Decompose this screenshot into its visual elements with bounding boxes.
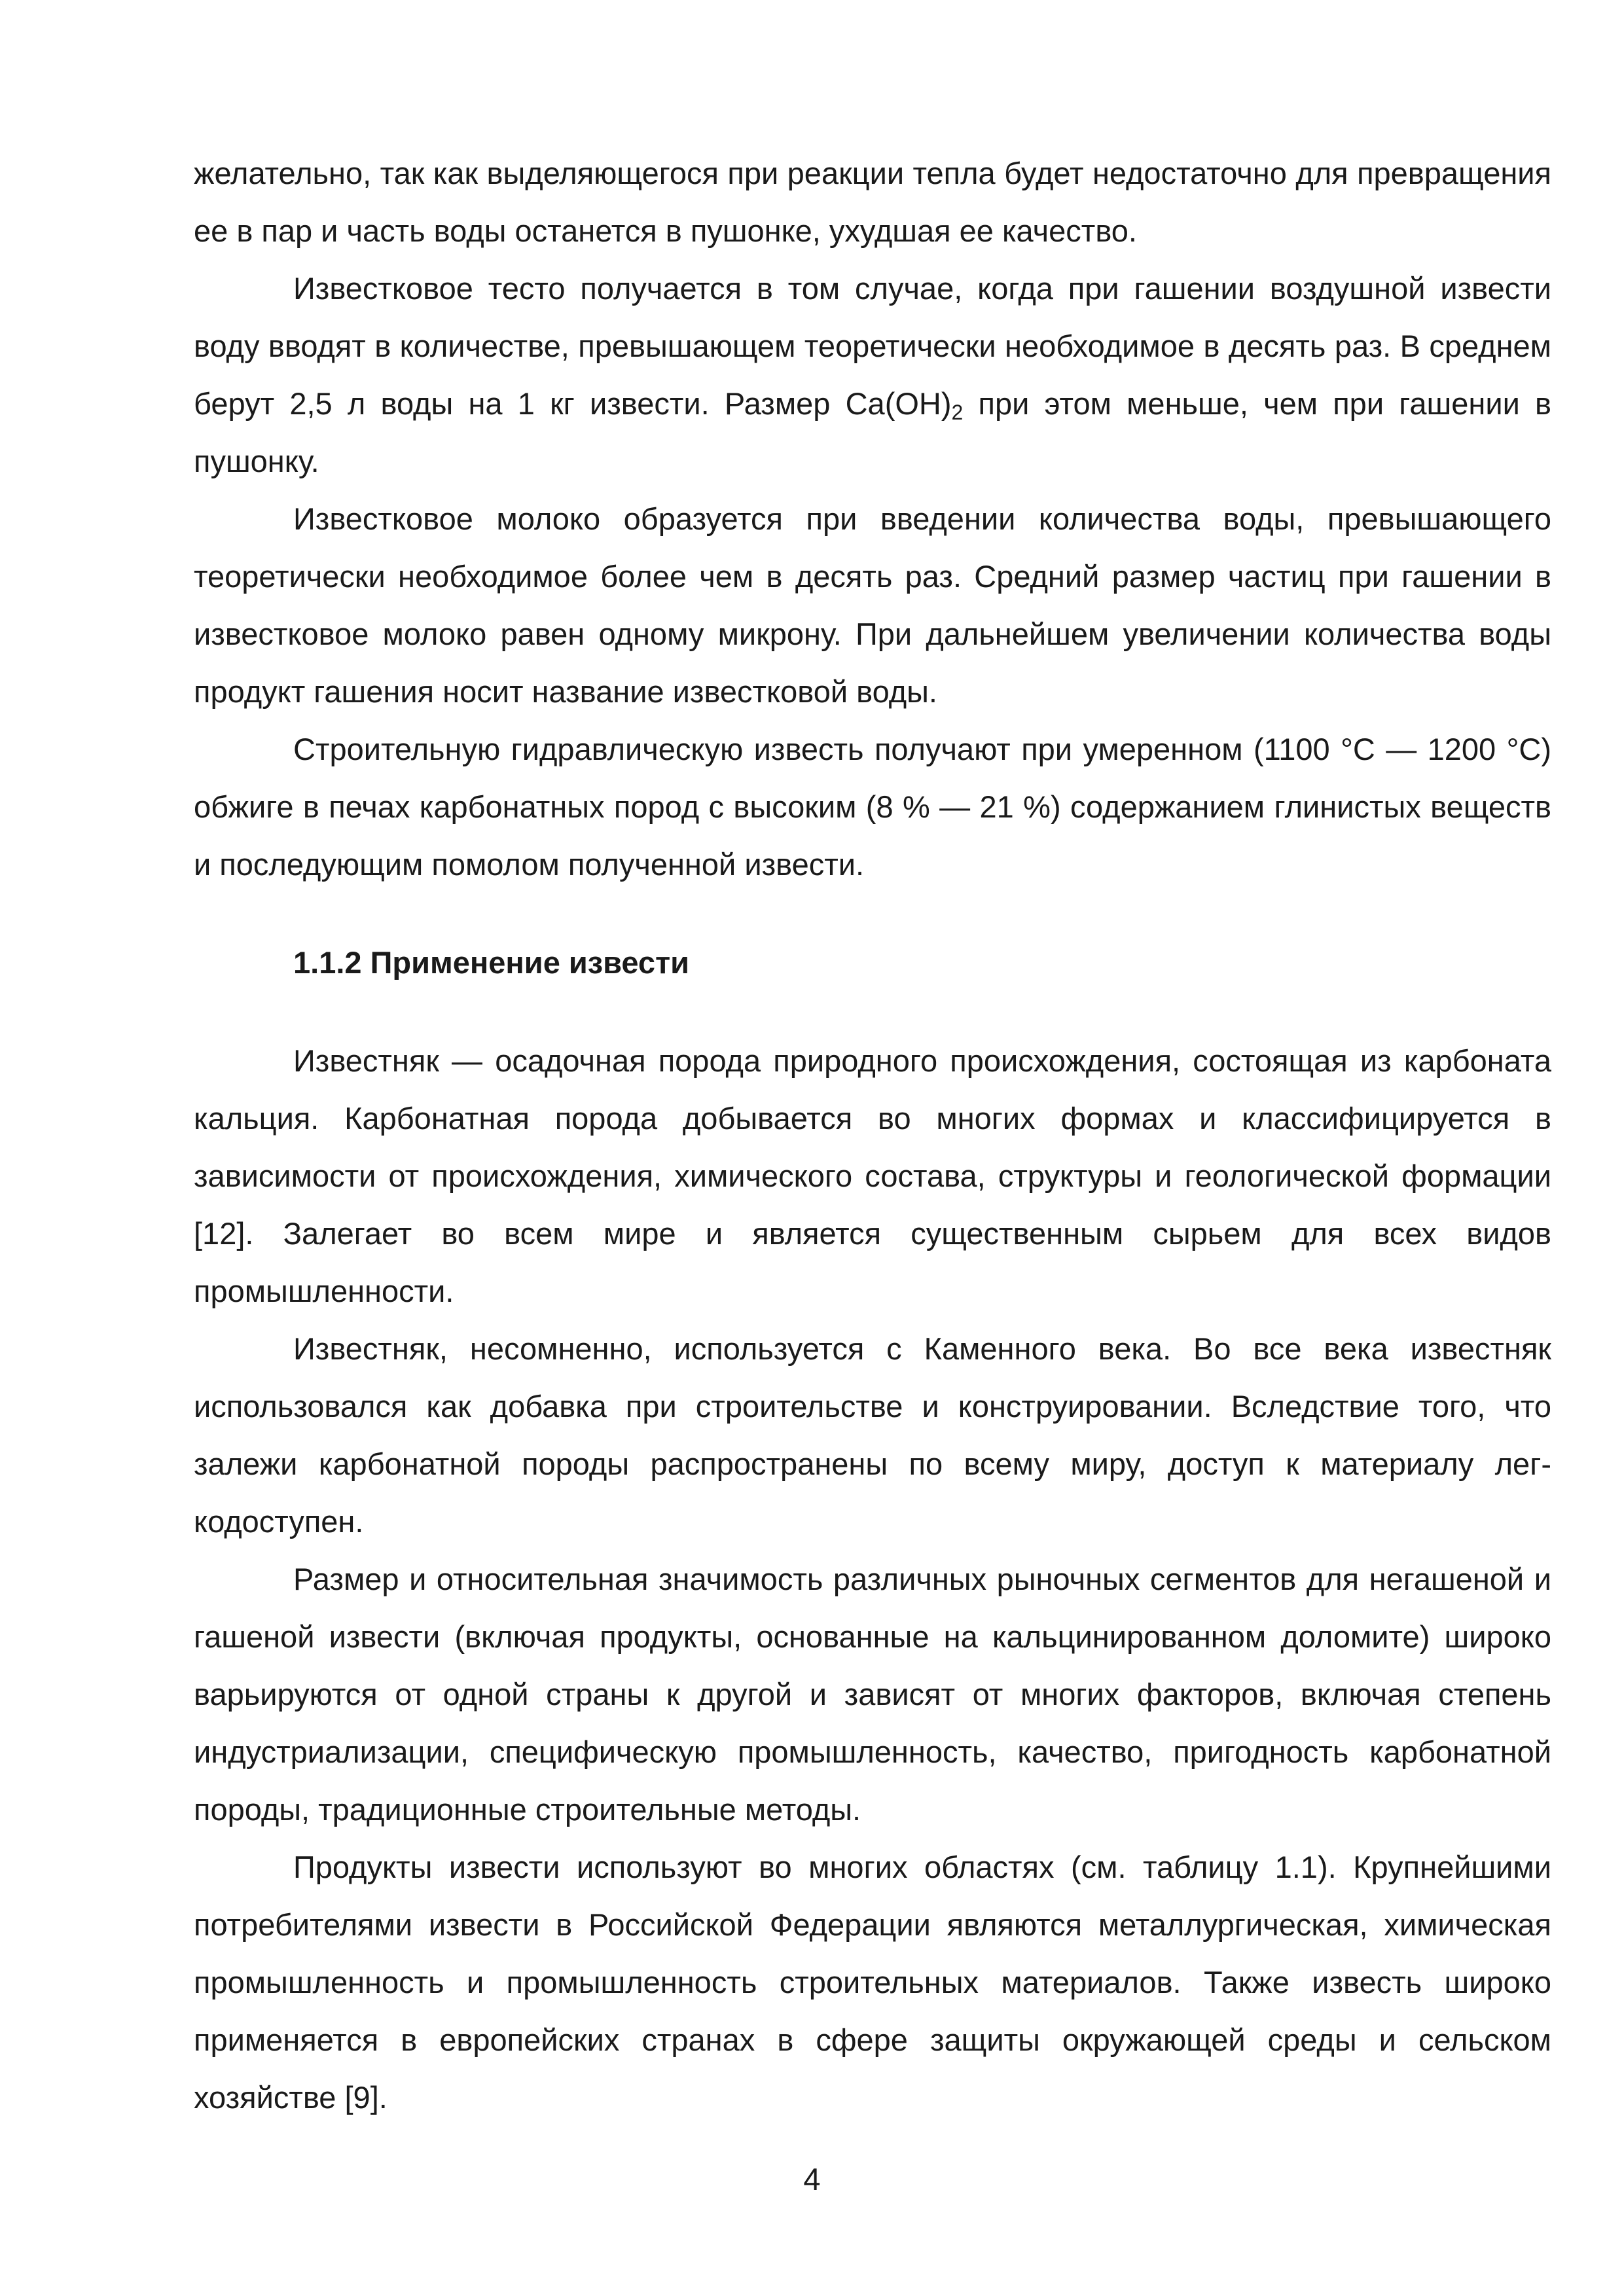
paragraph-lime-paste xyxy=(194,260,1551,490)
section-heading: 1.1.2 Применение извести xyxy=(293,945,689,980)
paragraph-limestone: Известняк — осадочная порода природного происхождения, состоящая из карбоната кальция. Карбонатная порода добывается во многих формах и классифицируется в зависимости от происхождения, химического состава, структуры и геологической формации [12]. Залегает во всем мире и является существенным сырьем для всех видов промышленности. xyxy=(194,1043,1551,1308)
paragraph-text: при этом меньше, чем при гашении в пушонку. xyxy=(194,386,1551,478)
paragraph-continuation: желательно, так как выделяющегося при реакции тепла будет недостаточно для превращения ее в пар и часть воды останется в пушонке, ухудшая ее качество. xyxy=(194,156,1551,248)
page-number: 4 xyxy=(803,2162,821,2197)
page-content xyxy=(194,145,1551,2126)
subscript: 2 xyxy=(951,401,964,424)
paragraph-lime-products: Продукты извести используют во многих областях (см. таблицу 1.1). Крупнейшими потребителями извести в Российской Федерации являются металлургическая, химическая промышленность и промышленность строительных материалов. Также известь широко применяется в европейских странах в сфере защиты окружающей среды и сельском хозяйстве [9]. xyxy=(194,1850,1551,2115)
paragraph-lime-milk: Известковое молоко образуется при введении количества воды, превышающего теоретически необходимое более чем в десять раз. Средний размер частиц при гашении в известковое молоко равен одному микрону. При дальнейшем увеличении количества воды продукт гашения носит название известковой воды. xyxy=(194,501,1551,709)
paragraph-text: Известковое тесто получается в том случае, когда при гашении воздушной извести воду вводят в количестве, превышающем теоретически необходимое в десять раз. В среднем берут 2,5 л воды на 1 кг извести. Размер Ca(OH) xyxy=(194,271,1551,421)
paragraph-market-segments: Размер и относительная значимость различных рыночных сегментов для негашеной и гашеной извести (включая продукты, основанные на кальцинированном доломите) широко варьируются от одной страны к другой и зависят от многих факторов, включая степень индустриализации, специфическую промышленность, качество, пригодность карбонатной породы, традиционные строительные методы. xyxy=(194,1562,1551,1827)
paragraph-stone-age: Известняк, несомненно, используется с Каменного века. Во все века известняк использовался как добавка при строительстве и конструировании. Вследствие того, что залежи карбонатной породы распространены по всему миру, доступ к материалу легкодоступен. xyxy=(194,1331,1551,1539)
paragraph-hydraulic-lime: Строительную гидравлическую известь получают при умеренном (1100 °С — 1200 °С) обжиге в печах карбонатных пород с высоким (8 % — 21 %) содержанием глинистых веществ и последующим помолом полученной извести. xyxy=(194,732,1551,882)
